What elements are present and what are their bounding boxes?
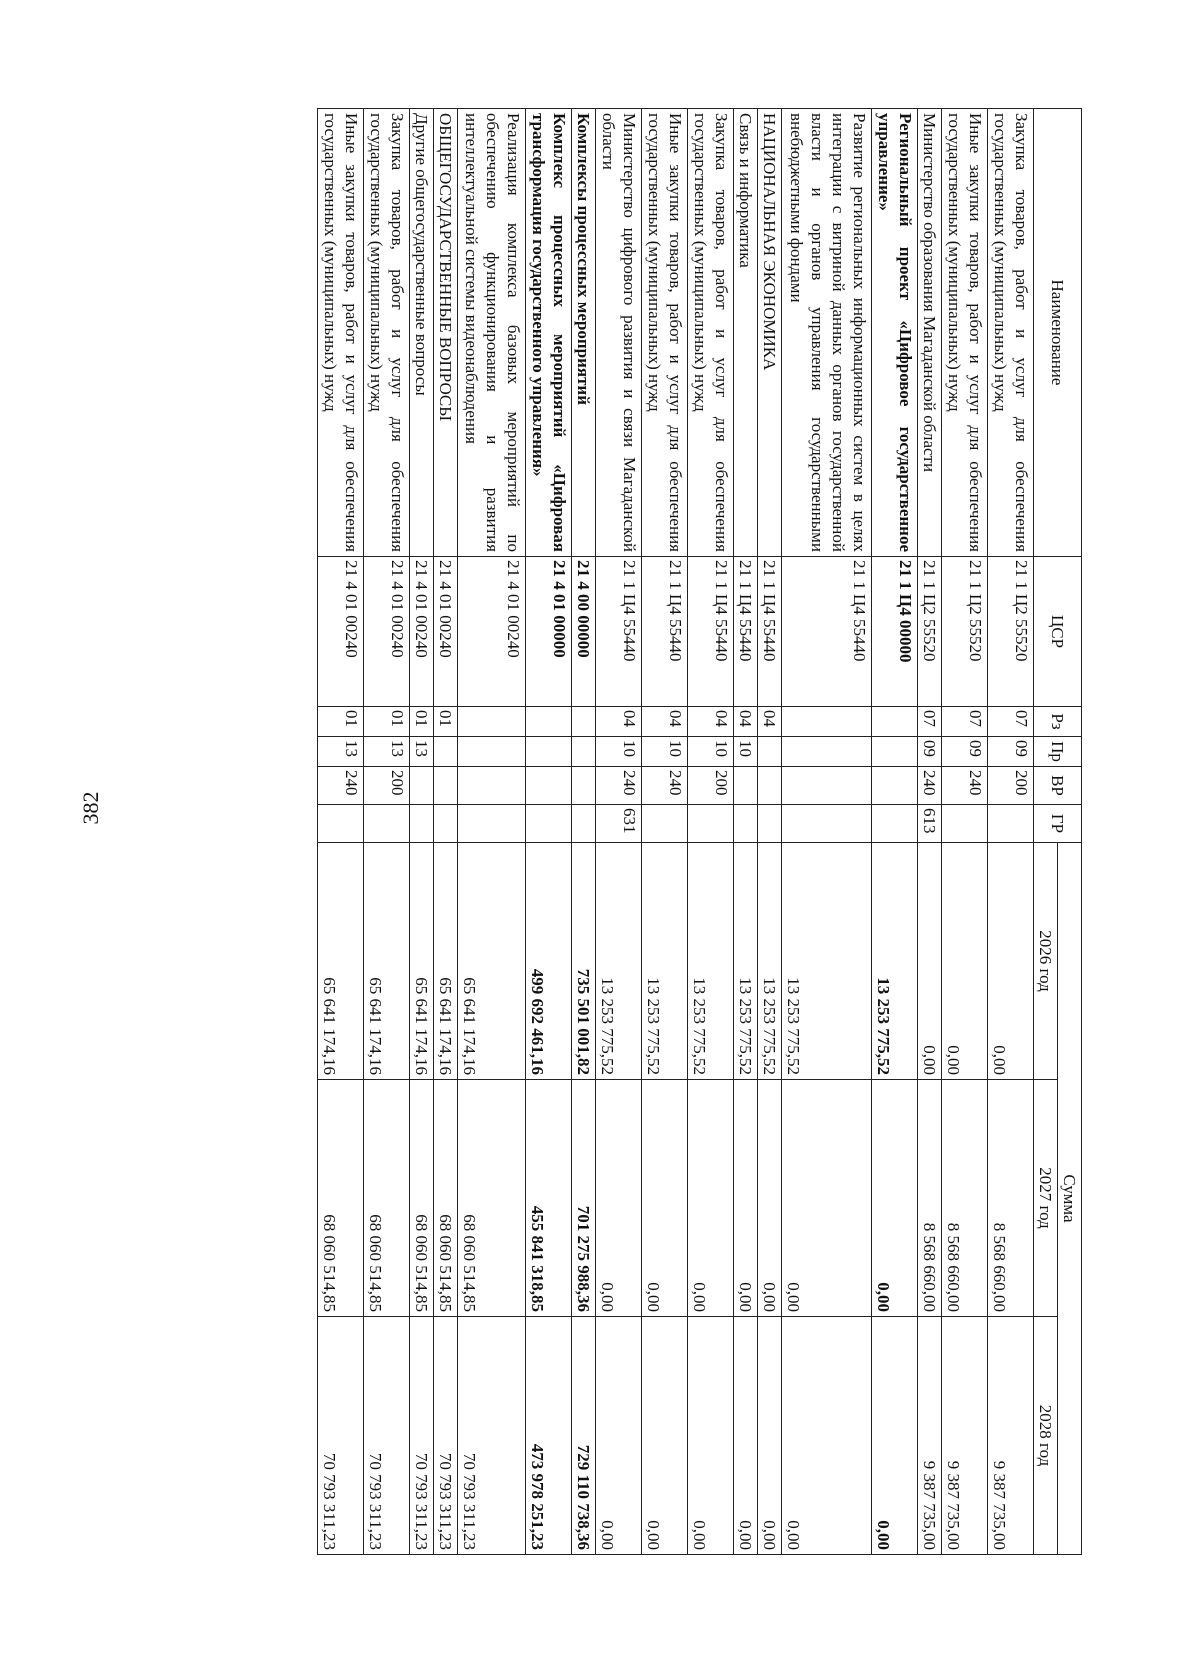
header-vr: ВР: [1034, 767, 1082, 805]
table-row: [942, 109, 988, 1555]
cell-gr: [318, 805, 364, 843]
cell-y2028: 9 387 735,00: [988, 1317, 1034, 1555]
header-2028: 2028 год: [1034, 1317, 1058, 1555]
cell-pr: [458, 737, 526, 767]
cell-csr: 21 1 Ц2 55520: [988, 557, 1034, 707]
cell-pr: 13: [318, 737, 364, 767]
cell-y2027: 68 060 514,85: [318, 1080, 364, 1317]
cell-rz: [782, 707, 872, 737]
cell-name: Министерство образования Магаданской области: [918, 109, 942, 557]
cell-y2028: 0,00: [872, 1317, 918, 1555]
cell-rz: [458, 707, 526, 737]
cell-y2027: 0,00: [758, 1080, 782, 1317]
cell-y2026: 65 641 174,16: [434, 843, 458, 1080]
cell-y2028: 0,00: [596, 1317, 642, 1555]
cell-y2027: 8 568 660,00: [918, 1080, 942, 1317]
cell-gr: [988, 805, 1034, 843]
cell-gr: [688, 805, 734, 843]
table-body: [318, 109, 1034, 1555]
cell-rz: 01: [318, 707, 364, 737]
cell-rz: 04: [758, 707, 782, 737]
cell-pr: 09: [942, 737, 988, 767]
cell-y2027: 455 841 318,85: [526, 1080, 572, 1317]
cell-gr: [410, 805, 434, 843]
cell-pr: 10: [596, 737, 642, 767]
cell-y2026: 13 253 775,52: [782, 843, 872, 1080]
cell-y2027: 8 568 660,00: [988, 1080, 1034, 1317]
cell-rz: 04: [734, 707, 758, 737]
table-row: [434, 109, 458, 1555]
cell-name: Иные закупки товаров, работ и услуг для обеспечения государственных (муниципальных) нужд: [942, 109, 988, 557]
table-row: [872, 109, 918, 1555]
cell-y2028: 0,00: [688, 1317, 734, 1555]
cell-rz: [572, 707, 596, 737]
cell-gr: 631: [596, 805, 642, 843]
page-number: 382: [78, 791, 103, 825]
cell-y2027: 0,00: [734, 1080, 758, 1317]
cell-y2027: 0,00: [642, 1080, 688, 1317]
table-row: [782, 109, 872, 1555]
cell-gr: [642, 805, 688, 843]
cell-gr: [364, 805, 410, 843]
cell-name: Развитие региональных информационных систем в целях интеграции с витриной данных органов государственной власти и органов управления государственными внебюджетными фондами: [782, 109, 872, 557]
budget-table: [317, 108, 1082, 1555]
cell-vr: [572, 767, 596, 805]
cell-vr: [872, 767, 918, 805]
cell-y2027: 68 060 514,85: [458, 1080, 526, 1317]
cell-y2026: 13 253 775,52: [642, 843, 688, 1080]
cell-name: ОБЩЕГОСУДАРСТВЕННЫЕ ВОПРОСЫ: [434, 109, 458, 557]
header-gr: ГР: [1034, 805, 1082, 843]
cell-vr: 240: [318, 767, 364, 805]
cell-y2026: 65 641 174,16: [410, 843, 434, 1080]
cell-gr: [758, 805, 782, 843]
cell-rz: 04: [642, 707, 688, 737]
cell-vr: [526, 767, 572, 805]
cell-name: Связь и информатика: [734, 109, 758, 557]
cell-vr: [734, 767, 758, 805]
cell-rz: 01: [434, 707, 458, 737]
table-row: [596, 109, 642, 1555]
cell-pr: [434, 737, 458, 767]
cell-csr: 21 4 01 00240: [318, 557, 364, 707]
cell-rz: 07: [942, 707, 988, 737]
cell-csr: 21 1 Ц4 00000: [872, 557, 918, 707]
cell-csr: 21 1 Ц2 55520: [918, 557, 942, 707]
cell-vr: 240: [642, 767, 688, 805]
cell-pr: 09: [918, 737, 942, 767]
cell-name: Региональный проект «Цифровое государственное управление»: [872, 109, 918, 557]
cell-name: Закупка товаров, работ и услуг для обеспечения государственных (муниципальных) нужд: [688, 109, 734, 557]
cell-rz: 04: [688, 707, 734, 737]
cell-y2026: 0,00: [918, 843, 942, 1080]
cell-y2028: 0,00: [782, 1317, 872, 1555]
cell-y2026: 13 253 775,52: [688, 843, 734, 1080]
table-row: [572, 109, 596, 1555]
cell-y2027: 68 060 514,85: [364, 1080, 410, 1317]
cell-pr: [526, 737, 572, 767]
cell-pr: 10: [734, 737, 758, 767]
cell-pr: 13: [364, 737, 410, 767]
table-row: [526, 109, 572, 1555]
cell-y2028: 70 793 311,23: [364, 1317, 410, 1555]
cell-y2027: 8 568 660,00: [942, 1080, 988, 1317]
cell-y2026: 65 641 174,16: [318, 843, 364, 1080]
cell-vr: 240: [596, 767, 642, 805]
cell-y2026: 499 692 461,16: [526, 843, 572, 1080]
cell-y2028: 70 793 311,23: [410, 1317, 434, 1555]
table-row: [988, 109, 1034, 1555]
table-row: [642, 109, 688, 1555]
cell-gr: [872, 805, 918, 843]
cell-rz: 01: [410, 707, 434, 737]
cell-vr: 240: [918, 767, 942, 805]
cell-y2028: 729 110 738,36: [572, 1317, 596, 1555]
cell-name: Министерство цифрового развития и связи Магаданской области: [596, 109, 642, 557]
cell-y2028: 0,00: [734, 1317, 758, 1555]
header-csr: ЦСР: [1034, 557, 1082, 707]
cell-y2026: 0,00: [988, 843, 1034, 1080]
cell-name: Комплексы процессных мероприятий: [572, 109, 596, 557]
cell-gr: [526, 805, 572, 843]
cell-vr: 240: [942, 767, 988, 805]
cell-y2028: 473 978 251,23: [526, 1317, 572, 1555]
cell-gr: [572, 805, 596, 843]
cell-y2028: 9 387 735,00: [942, 1317, 988, 1555]
cell-name: Другие общегосударственные вопросы: [410, 109, 434, 557]
header-pr: Пр: [1034, 737, 1082, 767]
cell-gr: [734, 805, 758, 843]
cell-csr: 21 1 Ц4 55440: [782, 557, 872, 707]
header-name: Наименование: [1034, 109, 1082, 557]
table-row: [410, 109, 434, 1555]
cell-y2027: 0,00: [782, 1080, 872, 1317]
rotated-table-container: [170, 108, 1082, 1554]
cell-gr: 613: [918, 805, 942, 843]
cell-vr: [434, 767, 458, 805]
cell-pr: 10: [642, 737, 688, 767]
cell-name: Закупка товаров, работ и услуг для обеспечения государственных (муниципальных) нужд: [364, 109, 410, 557]
cell-csr: 21 1 Ц4 55440: [642, 557, 688, 707]
table-row: [918, 109, 942, 1555]
cell-vr: 200: [364, 767, 410, 805]
cell-rz: [526, 707, 572, 737]
cell-y2028: 0,00: [758, 1317, 782, 1555]
table-row: [734, 109, 758, 1555]
cell-name: Закупка товаров, работ и услуг для обеспечения государственных (муниципальных) нужд: [988, 109, 1034, 557]
cell-y2027: 0,00: [688, 1080, 734, 1317]
cell-y2027: 701 275 988,36: [572, 1080, 596, 1317]
cell-name: Иные закупки товаров, работ и услуг для обеспечения государственных (муниципальных) нужд: [642, 109, 688, 557]
cell-name: Комплекс процессных мероприятий «Цифровая трансформация государственного управления»: [526, 109, 572, 557]
cell-pr: 10: [688, 737, 734, 767]
cell-y2026: 13 253 775,52: [596, 843, 642, 1080]
cell-y2026: 0,00: [942, 843, 988, 1080]
header-2026: 2026 год: [1034, 843, 1058, 1080]
cell-gr: [458, 805, 526, 843]
table-row: [758, 109, 782, 1555]
cell-y2027: 68 060 514,85: [434, 1080, 458, 1317]
cell-y2028: 70 793 311,23: [458, 1317, 526, 1555]
table-row: [688, 109, 734, 1555]
cell-csr: 21 1 Ц4 55440: [758, 557, 782, 707]
cell-y2026: 13 253 775,52: [758, 843, 782, 1080]
cell-y2027: 0,00: [596, 1080, 642, 1317]
cell-csr: 21 4 00 00000: [572, 557, 596, 707]
cell-csr: 21 1 Ц4 55440: [688, 557, 734, 707]
cell-pr: 09: [988, 737, 1034, 767]
cell-y2027: 68 060 514,85: [410, 1080, 434, 1317]
cell-y2026: 13 253 775,52: [734, 843, 758, 1080]
cell-vr: 200: [988, 767, 1034, 805]
cell-y2028: 9 387 735,00: [918, 1317, 942, 1555]
cell-csr: 21 4 01 00240: [434, 557, 458, 707]
cell-csr: 21 1 Ц2 55520: [942, 557, 988, 707]
cell-vr: [758, 767, 782, 805]
cell-csr: 21 1 Ц4 55440: [734, 557, 758, 707]
cell-csr: 21 1 Ц4 55440: [596, 557, 642, 707]
cell-pr: [782, 737, 872, 767]
table-row: [364, 109, 410, 1555]
header-rz: Рз: [1034, 707, 1082, 737]
cell-y2026: 65 641 174,16: [364, 843, 410, 1080]
cell-csr: 21 4 01 00000: [526, 557, 572, 707]
cell-y2028: 0,00: [642, 1317, 688, 1555]
cell-y2026: 13 253 775,52: [872, 843, 918, 1080]
cell-pr: [572, 737, 596, 767]
cell-rz: 07: [918, 707, 942, 737]
cell-vr: [458, 767, 526, 805]
cell-y2027: 0,00: [872, 1080, 918, 1317]
cell-rz: 04: [596, 707, 642, 737]
cell-csr: 21 4 01 00240: [458, 557, 526, 707]
cell-name: Реализация комплекса базовых мероприятий по обеспечению функционирования и развития интеллектуальной системы видеонаблюдения: [458, 109, 526, 557]
header-2027: 2027 год: [1034, 1080, 1058, 1317]
cell-name: Иные закупки товаров, работ и услуг для обеспечения государственных (муниципальных) нужд: [318, 109, 364, 557]
table-row: [318, 109, 364, 1555]
cell-vr: [410, 767, 434, 805]
cell-gr: [942, 805, 988, 843]
cell-pr: [872, 737, 918, 767]
cell-y2028: 70 793 311,23: [434, 1317, 458, 1555]
cell-pr: [758, 737, 782, 767]
cell-gr: [782, 805, 872, 843]
cell-rz: 07: [988, 707, 1034, 737]
table-row: [458, 109, 526, 1555]
cell-csr: 21 4 01 00240: [364, 557, 410, 707]
cell-csr: 21 4 01 00240: [410, 557, 434, 707]
cell-vr: 200: [688, 767, 734, 805]
cell-rz: 01: [364, 707, 410, 737]
cell-y2026: 735 501 001,82: [572, 843, 596, 1080]
cell-rz: [872, 707, 918, 737]
header-sum: Сумма: [1058, 843, 1082, 1555]
cell-vr: [782, 767, 872, 805]
cell-y2028: 70 793 311,23: [318, 1317, 364, 1555]
cell-name: НАЦИОНАЛЬНАЯ ЭКОНОМИКА: [758, 109, 782, 557]
cell-gr: [434, 805, 458, 843]
cell-y2026: 65 641 174,16: [458, 843, 526, 1080]
cell-pr: 13: [410, 737, 434, 767]
